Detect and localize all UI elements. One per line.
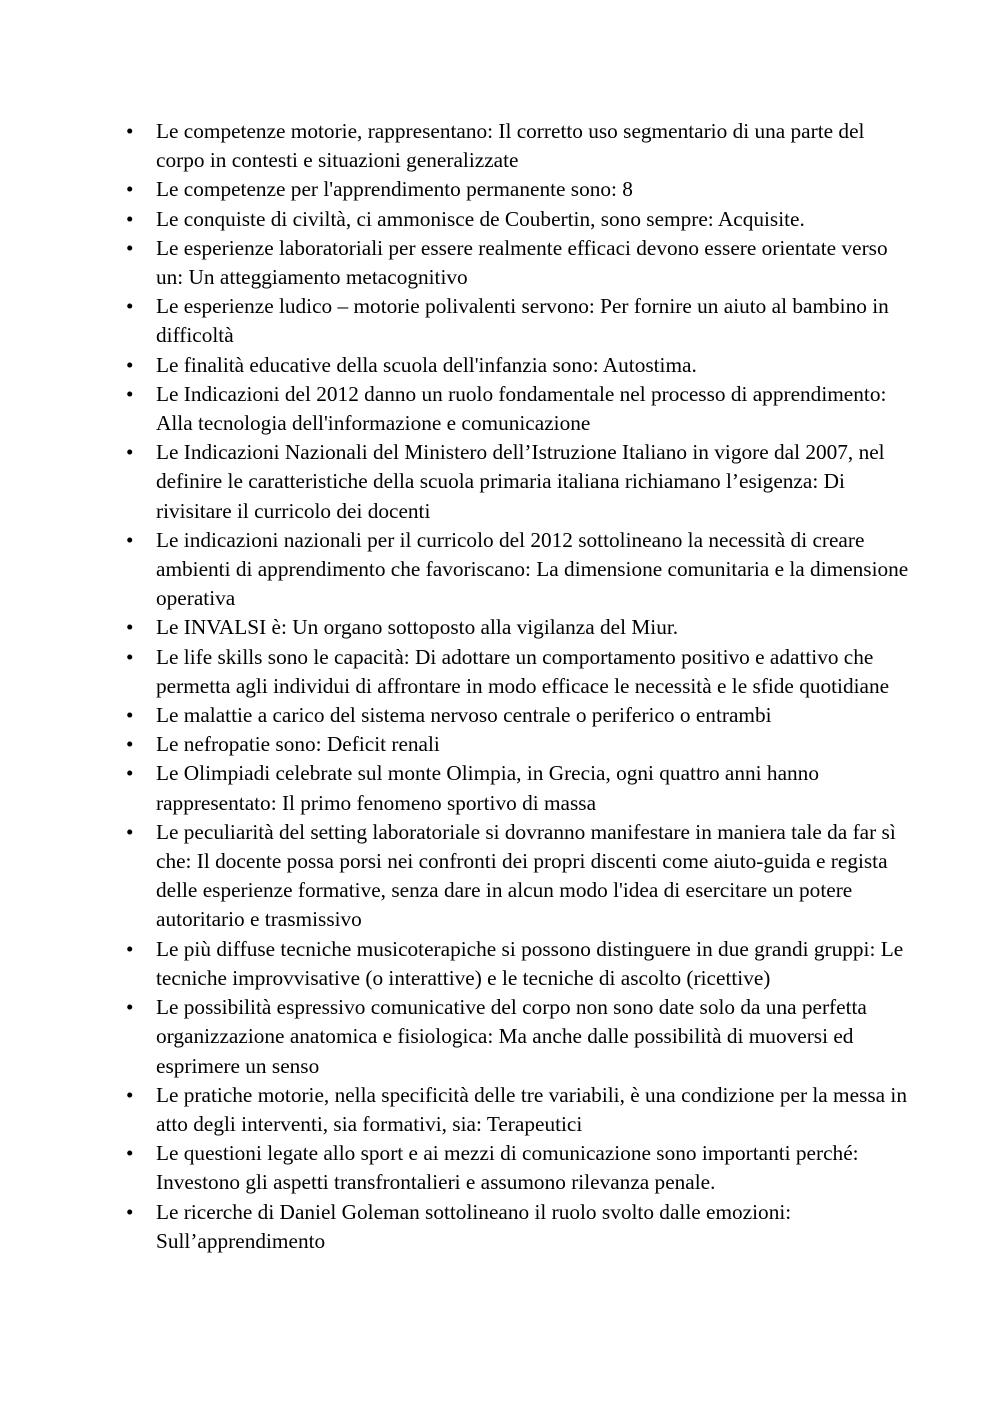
- bullet-marker: •: [126, 644, 134, 669]
- list-item: [126, 818, 916, 935]
- list-item: [126, 438, 916, 526]
- list-item-text: Le pratiche motorie, nella specificità delle tre variabili, è una condizione per la messa in atto degli interventi, sia formativi, sia: Terapeutici: [156, 1082, 907, 1136]
- bullet-marker: •: [126, 294, 134, 319]
- list-item-text: Le Indicazioni Nazionali del Ministero dell’Istruzione Italiano in vigore dal 2007, nel definire le caratteristiche della scuola primaria italiana richiamano l’esigenza: Di rivisitare il curricolo dei docenti: [156, 440, 885, 523]
- list-item-text: Le life skills sono le capacità: Di adottare un comportamento positivo e adattivo che permetta agli individui di affrontare in modo efficace le necessità e le sfide quotidiane: [156, 644, 890, 698]
- list-item-text: Le Olimpiadi celebrate sul monte Olimpia, in Grecia, ogni quattro anni hanno rappresentato: Il primo fenomeno sportivo di massa: [156, 761, 819, 815]
- list-item-text: Le esperienze laboratoriali per essere realmente efficaci devono essere orientate verso un: Un atteggiamento metacognitivo: [156, 235, 888, 290]
- bullet-marker: •: [126, 732, 134, 757]
- list-item: [126, 643, 916, 701]
- bullet-marker: •: [126, 381, 134, 406]
- list-item-text: Le nefropatie sono: Deficit renali: [156, 732, 440, 757]
- list-item-text: Le Indicazioni del 2012 danno un ruolo fondamentale nel processo di apprendimento: Alla tecnologia dell'informazione e comunicazione: [156, 381, 887, 436]
- list-item-text: Le finalità educative della scuola dell'infanzia sono: Autostima.: [156, 352, 697, 377]
- bullet-list: [126, 117, 916, 1256]
- bullet-marker: •: [126, 995, 134, 1020]
- list-item: [126, 701, 916, 730]
- bullet-marker: •: [126, 177, 134, 202]
- list-item-text: Le peculiarità del setting laboratoriale si dovranno manifestare in maniera tale da far sì che: Il docente possa porsi nei confronti dei propri discenti come aiuto-guida e regista delle esperienze formative, senza dare in alcun modo l'idea di esercitare un potere autoritario e trasmissivo: [156, 819, 896, 932]
- list-item: [126, 205, 916, 234]
- bullet-marker: •: [126, 761, 134, 786]
- list-item: [126, 292, 916, 350]
- bullet-marker: •: [126, 819, 134, 844]
- list-item: [126, 1198, 916, 1256]
- bullet-marker: •: [126, 527, 134, 552]
- list-item: [126, 380, 916, 438]
- list-item: [126, 117, 916, 175]
- bullet-marker: •: [126, 1141, 134, 1166]
- list-item-text: Le ricerche di Daniel Goleman sottolineano il ruolo svolto dalle emozioni: Sull’apprendimento: [156, 1199, 792, 1253]
- list-item-text: Le competenze motorie, rappresentano: Il corretto uso segmentario di una parte del corpo in contesti e situazioni generalizzate: [156, 119, 865, 173]
- bullet-marker: •: [126, 615, 134, 640]
- bullet-marker: •: [126, 440, 134, 465]
- list-item: [126, 1139, 916, 1197]
- list-item: [126, 993, 916, 1081]
- bullet-marker: •: [126, 119, 134, 143]
- bullet-marker: •: [126, 703, 134, 728]
- list-item-text: Le possibilità espressivo comunicative del corpo non sono date solo da una perfetta organizzazione anatomica e fisiologica: Ma anche dalle possibilità di muoversi ed esprimere un senso: [156, 995, 867, 1078]
- list-item: [126, 1081, 916, 1139]
- list-item-text: Le competenze per l'apprendimento permanente sono: 8: [156, 177, 633, 202]
- list-item-text: Le esperienze ludico – motorie polivalenti servono: Per fornire un aiuto al bambino in difficoltà: [156, 294, 889, 348]
- list-item: [126, 175, 916, 204]
- list-item-text: Le indicazioni nazionali per il curricolo del 2012 sottolineano la necessità di creare ambienti di apprendimento che favoriscano: La dimensione comunitaria e la dimensione operativa: [156, 527, 909, 611]
- bullet-marker: •: [126, 206, 134, 231]
- list-item: [126, 935, 916, 993]
- list-item-text: Le più diffuse tecniche musicoterapiche si possono distinguere in due grandi gruppi: Le tecniche improvvisative (o interattive) e le tecniche di ascolto (ricettive): [156, 936, 904, 990]
- list-item-text: Le INVALSI è: Un organo sottoposto alla vigilanza del Miur.: [156, 615, 679, 640]
- list-item: [126, 526, 916, 614]
- list-item: [126, 759, 916, 817]
- list-item: [126, 613, 916, 642]
- bullet-marker: •: [126, 936, 134, 961]
- list-item: [126, 730, 916, 759]
- bullet-marker: •: [126, 352, 134, 377]
- list-item: [126, 351, 916, 380]
- bullet-marker: •: [126, 235, 134, 260]
- list-item-text: Le conquiste di civiltà, ci ammonisce de Coubertin, sono sempre: Acquisite.: [156, 206, 805, 231]
- bullet-marker: •: [126, 1082, 134, 1107]
- list-item-text: Le malattie a carico del sistema nervoso centrale o periferico o entrambi: [156, 703, 772, 728]
- list-item: [126, 234, 916, 292]
- list-item-text: Le questioni legate allo sport e ai mezzi di comunicazione sono importanti perché: Investono gli aspetti transfrontalieri e assumono rilevanza penale.: [156, 1141, 859, 1195]
- bullet-marker: •: [126, 1199, 134, 1224]
